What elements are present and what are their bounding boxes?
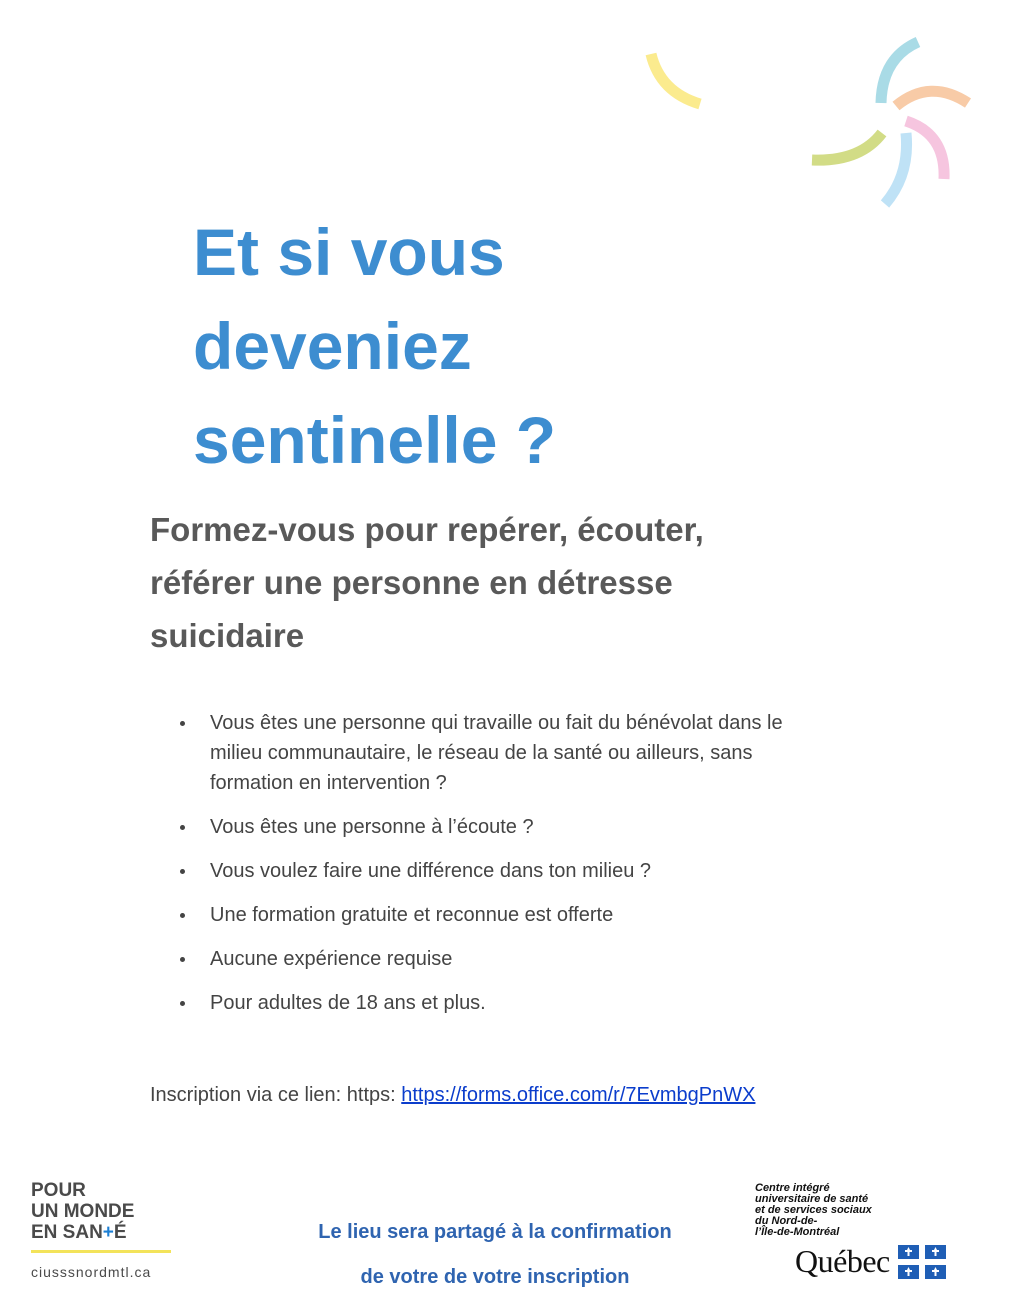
list-item: Pour adultes de 18 ans et plus. — [210, 988, 830, 1018]
title-line-1: Et si vous — [193, 215, 505, 289]
title-line-2: deveniez — [193, 309, 472, 383]
logo-url: ciusssnordmtl.ca — [31, 1264, 152, 1280]
page-title — [193, 205, 793, 487]
quebec-flag-icon — [898, 1245, 946, 1279]
ciusss-line-1: Centre intégré — [755, 1182, 830, 1194]
list-item: Aucune expérience requise — [210, 944, 830, 974]
list-item: Vous êtes une personne qui travaille ou fait du bénévolat dans le milieu communautaire, le réseau de la santé ou ailleurs, sans formation en intervention ? — [210, 708, 830, 798]
logo-line-1: POUR — [31, 1180, 86, 1201]
ciusss-name — [755, 1183, 905, 1238]
quebec-wordmark — [795, 1243, 975, 1280]
ciusss-line-4: du Nord-de- — [755, 1215, 818, 1227]
ciusss-line-3: et de services sociaux — [755, 1204, 872, 1216]
logo-line-3b: É — [113, 1222, 127, 1243]
green-arc — [812, 133, 882, 160]
ciusss-line-2: universitaire de santé — [755, 1193, 869, 1205]
bullet-list — [210, 708, 830, 1032]
subtitle: Formez-vous pour repérer, écouter, référer une personne en détresse suicidaire — [150, 511, 704, 654]
list-item: Une formation gratuite et reconnue est offerte — [210, 900, 830, 930]
logo-line-2: UN MONDE — [31, 1201, 135, 1222]
list-item: Vous êtes une personne à l’écoute ? — [210, 812, 830, 842]
title-line-3: sentinelle ? — [193, 403, 557, 477]
logo-line-3 — [31, 1222, 181, 1243]
list-item: Vous voulez faire une différence dans ton milieu ? — [210, 856, 830, 886]
logo-underline — [31, 1250, 171, 1253]
confirmation-line-2: de votre de votre inscription — [360, 1266, 630, 1288]
registration-link[interactable]: https://forms.office.com/r/7EvmbgPnWX — [401, 1084, 756, 1106]
quebec-text: Québec — [795, 1243, 890, 1279]
confirmation-note — [290, 1210, 700, 1300]
logo-plus: + — [102, 1222, 114, 1243]
logo-line-3a: EN SAN — [31, 1222, 103, 1243]
confirmation-line-1: Le lieu sera partagé à la confirmation — [318, 1221, 672, 1243]
peach-arc — [896, 91, 968, 106]
lightblue-arc — [885, 133, 907, 204]
yellow-arc — [651, 54, 700, 104]
inscription-label: Inscription via ce lien: https: — [150, 1084, 396, 1106]
ciusss-line-5: l’Île-de-Montréal — [755, 1226, 840, 1238]
inscription-line — [150, 1080, 910, 1110]
pour-un-monde-en-sante-logo — [31, 1180, 181, 1283]
ciusss-quebec-logo — [755, 1183, 975, 1280]
